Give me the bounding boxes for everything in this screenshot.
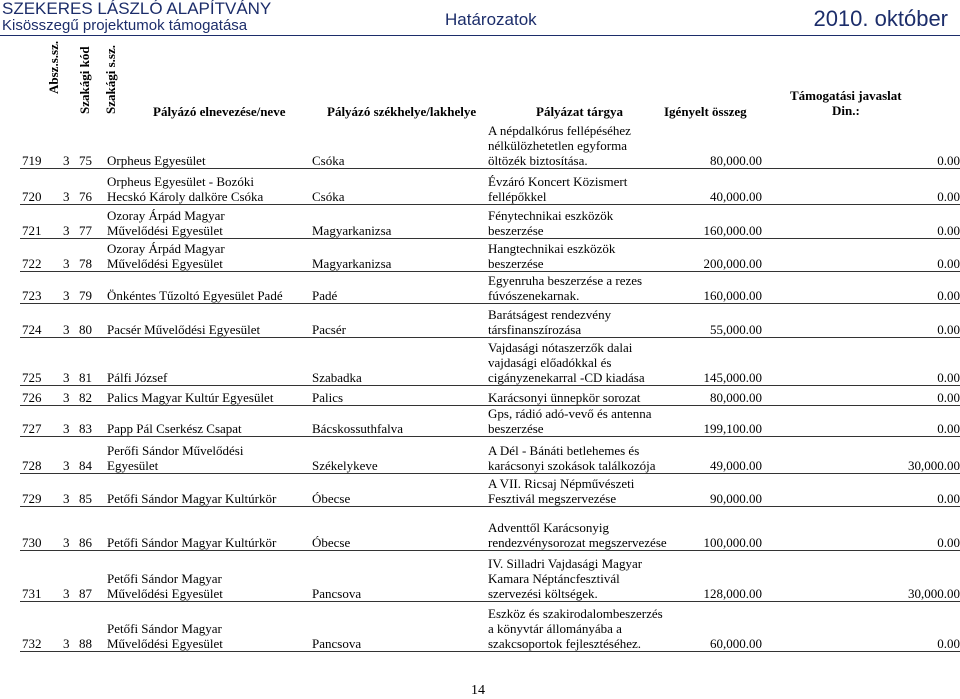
cell-seat: Székelykeve (312, 458, 378, 473)
cell-ssz: 80 (79, 322, 92, 337)
cell-ssz: 83 (79, 421, 92, 436)
cell-abs: 725 (22, 370, 42, 385)
cell-requested: 160,000.00 (703, 223, 762, 238)
col-header-name: Pályázó elnevezése/neve (153, 104, 286, 119)
row-divider (20, 436, 960, 437)
row-divider (20, 168, 960, 169)
cell-name: Perőfi Sándor Művelődési Egyesület (107, 443, 244, 473)
cell-subject: Barátságest rendezvény társfinanszírozása (488, 307, 612, 337)
table-row (0, 239, 960, 271)
cell-code: 3 (63, 535, 70, 550)
cell-proposal: 0.00 (937, 535, 960, 550)
cell-requested: 90,000.00 (710, 491, 762, 506)
col-header-subject: Pályázat tárgya (536, 104, 624, 119)
cell-requested: 55,000.00 (710, 322, 762, 337)
table-row (0, 386, 960, 405)
cell-subject: Hangtechnikai eszközök beszerzése (488, 241, 616, 271)
header-rule (0, 35, 960, 36)
cell-subject: Adventtől Karácsonyig rendezvénysorozat megszervezése (488, 520, 667, 550)
cell-abs: 724 (22, 322, 42, 337)
cell-requested: 199,100.00 (703, 421, 762, 436)
cell-seat: Magyarkanizsa (312, 256, 392, 271)
cell-subject: Vajdasági nótaszerzők dalai vajdasági előadókkal és cigányzenekarral -CD kiadása (488, 340, 645, 385)
cell-name: Önkéntes Tűzoltó Egyesület Padé (107, 288, 283, 303)
table-row (0, 406, 960, 436)
cell-ssz: 88 (79, 636, 92, 651)
cell-name: Orpheus Egyesület - Bozóki Hecskó Károly dalköre Csóka (107, 174, 264, 204)
cell-seat: Óbecse (312, 535, 351, 550)
col-header-code: Szakági kód (77, 46, 92, 114)
cell-name: Palics Magyar Kultúr Egyesület (107, 390, 274, 405)
cell-requested: 128,000.00 (703, 586, 762, 601)
cell-code: 3 (63, 390, 70, 405)
cell-ssz: 86 (79, 535, 92, 550)
table-row (0, 520, 960, 550)
cell-seat: Pancsova (312, 586, 362, 601)
cell-code: 3 (63, 421, 70, 436)
col-header-ssz: Szakági s.sz. (103, 45, 118, 114)
cell-subject: A VII. Ricsaj Népművészeti Fesztivál megszervezése (488, 476, 635, 506)
cell-seat: Magyarkanizsa (312, 223, 392, 238)
cell-code: 3 (63, 586, 70, 601)
cell-ssz: 76 (79, 189, 92, 204)
cell-code: 3 (63, 636, 70, 651)
cell-subject: Évzáró Koncert Közismert fellépőkkel (488, 174, 628, 204)
row-divider (20, 601, 960, 602)
cell-proposal: 30,000.00 (908, 586, 960, 601)
cell-proposal: 0.00 (937, 370, 960, 385)
table-row (0, 474, 960, 506)
cell-ssz: 77 (79, 223, 92, 238)
cell-name: Papp Pál Cserkész Csapat (107, 421, 242, 436)
cell-code: 3 (63, 223, 70, 238)
page-number: 14 (471, 683, 485, 698)
cell-seat: Pancsova (312, 636, 362, 651)
cell-requested: 160,000.00 (703, 288, 762, 303)
table-row (0, 304, 960, 337)
cell-requested: 100,000.00 (703, 535, 762, 550)
cell-seat: Bácskossuthfalva (312, 421, 403, 436)
row-divider (20, 506, 960, 507)
cell-requested: 145,000.00 (703, 370, 762, 385)
cell-proposal: 0.00 (937, 491, 960, 506)
cell-abs: 730 (22, 535, 42, 550)
table-row (0, 340, 960, 385)
cell-abs: 732 (22, 636, 42, 651)
cell-code: 3 (63, 288, 70, 303)
cell-seat: Óbecse (312, 491, 351, 506)
cell-subject: Karácsonyi ünnepkör sorozat (488, 390, 641, 405)
cell-proposal: 0.00 (937, 390, 960, 405)
cell-ssz: 81 (79, 370, 92, 385)
cell-ssz: 85 (79, 491, 92, 506)
cell-code: 3 (63, 256, 70, 271)
cell-code: 3 (63, 153, 70, 168)
cell-abs: 719 (22, 153, 42, 168)
cell-name: Petőfi Sándor Magyar Művelődési Egyesület (107, 571, 223, 601)
table-row (0, 553, 960, 601)
page-header (0, 0, 960, 36)
cell-proposal: 0.00 (937, 223, 960, 238)
cell-requested: 40,000.00 (710, 189, 762, 204)
cell-abs: 721 (22, 223, 42, 238)
row-divider (20, 550, 960, 551)
cell-proposal: 0.00 (937, 322, 960, 337)
cell-seat: Padé (312, 288, 338, 303)
cell-proposal: 0.00 (937, 256, 960, 271)
cell-abs: 728 (22, 458, 42, 473)
document-title: Határozatok (445, 10, 537, 29)
cell-name: Pálfi József (107, 370, 168, 385)
cell-abs: 720 (22, 189, 42, 204)
cell-requested: 200,000.00 (703, 256, 762, 271)
cell-proposal: 0.00 (937, 636, 960, 651)
cell-subject: Gps, rádió adó-vevő és antenna beszerzése (488, 406, 652, 436)
table-row (0, 271, 960, 303)
cell-abs: 722 (22, 256, 42, 271)
cell-requested: 60,000.00 (710, 636, 762, 651)
col-header-proposal: Támogatási javaslat (790, 88, 902, 103)
table-row (0, 603, 960, 651)
table-row (0, 170, 960, 204)
cell-name: Pacsér Művelődési Egyesület (107, 322, 261, 337)
col-header-abs: Absz.s.sz. (46, 40, 61, 94)
cell-code: 3 (63, 370, 70, 385)
cell-seat: Szabadka (312, 370, 362, 385)
cell-name: Petőfi Sándor Magyar Kultúrkör (107, 535, 277, 550)
cell-requested: 80,000.00 (710, 153, 762, 168)
cell-subject: IV. Silladri Vajdasági Magyar Kamara Néptáncfesztivál szervezési költségek. (488, 556, 643, 601)
row-divider (20, 337, 960, 338)
col-header-seat: Pályázó székhelye/lakhelye (327, 104, 477, 119)
col-header-proposal-unit: Din.: (832, 103, 860, 118)
cell-code: 3 (63, 189, 70, 204)
cell-ssz: 84 (79, 458, 92, 473)
cell-seat: Palics (312, 390, 344, 405)
cell-proposal: 30,000.00 (908, 458, 960, 473)
cell-name: Ozoray Árpád Magyar Művelődési Egyesület (107, 208, 225, 238)
cell-abs: 723 (22, 288, 42, 303)
cell-abs: 726 (22, 390, 42, 405)
cell-name: Ozoray Árpád Magyar Művelődési Egyesület (107, 241, 225, 271)
cell-requested: 80,000.00 (710, 390, 762, 405)
col-header-requested: Igényelt összeg (664, 104, 747, 119)
cell-proposal: 0.00 (937, 421, 960, 436)
cell-subject: Fénytechnikai eszközök beszerzése (488, 208, 614, 238)
cell-ssz: 79 (79, 288, 92, 303)
cell-proposal: 0.00 (937, 153, 960, 168)
cell-requested: 49,000.00 (710, 458, 762, 473)
cell-code: 3 (63, 491, 70, 506)
cell-ssz: 75 (79, 153, 92, 168)
cell-seat: Csóka (312, 189, 345, 204)
cell-code: 3 (63, 322, 70, 337)
cell-code: 3 (63, 458, 70, 473)
cell-ssz: 82 (79, 390, 92, 405)
cell-ssz: 78 (79, 256, 92, 271)
organization-name: SZEKERES LÁSZLÓ ALAPÍTVÁNY (2, 0, 272, 18)
cell-proposal: 0.00 (937, 288, 960, 303)
cell-seat: Pacsér (312, 322, 346, 337)
document-date: 2010. október (813, 6, 948, 31)
cell-abs: 731 (22, 586, 42, 601)
cell-name: Orpheus Egyesület (107, 153, 206, 168)
cell-subject: Eszköz és szakirodalombeszerzés a könyvtár állományába a szakcsoportok fejlesztéséhez. (488, 606, 663, 651)
cell-name: Petőfi Sándor Magyar Kultúrkör (107, 491, 277, 506)
cell-ssz: 87 (79, 586, 92, 601)
cell-abs: 727 (22, 421, 42, 436)
table-row (0, 205, 960, 238)
table-row (0, 440, 960, 473)
cell-name: Petőfi Sándor Magyar Művelődési Egyesület (107, 621, 223, 651)
row-divider (20, 651, 960, 652)
cell-abs: 729 (22, 491, 42, 506)
cell-proposal: 0.00 (937, 189, 960, 204)
cell-subject: A Dél - Bánáti betlehemes és karácsonyi szokások találkozója (488, 443, 656, 473)
cell-subject: Egyenruha beszerzése a rezes fúvószenekarnak. (488, 273, 643, 303)
table-row (0, 124, 960, 168)
cell-subject: A népdalkórus fellépéséhez nélkülözhetetlen egyforma öltözék biztosítása. (488, 123, 631, 168)
organization-subtitle: Kisösszegű projektumok támogatása (2, 17, 248, 34)
cell-seat: Csóka (312, 153, 345, 168)
